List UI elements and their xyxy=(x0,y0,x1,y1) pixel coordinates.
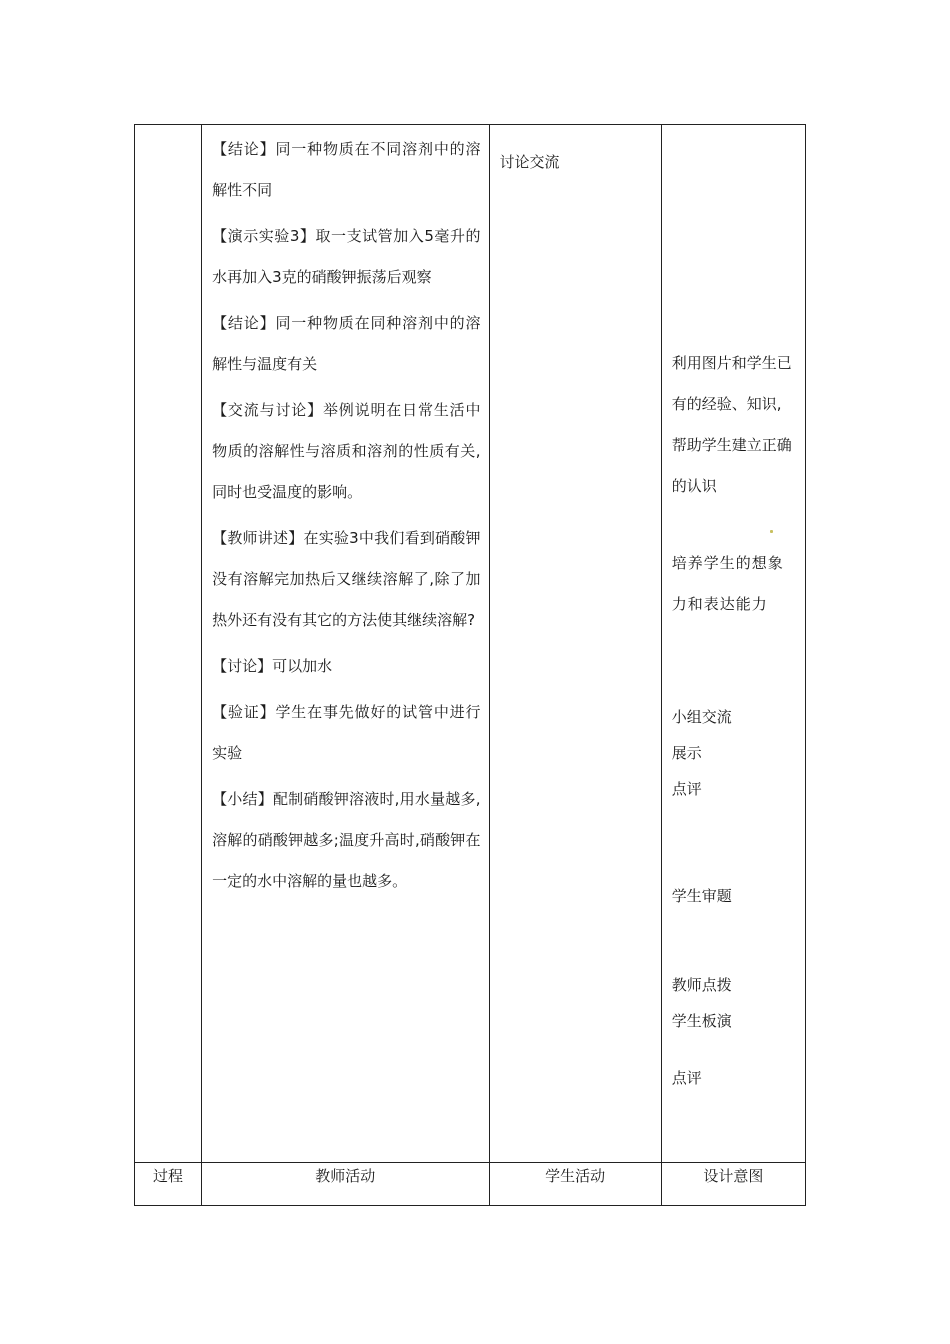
design-intent-cell xyxy=(661,125,805,1163)
design-note: 展示 xyxy=(671,744,702,762)
header-process: 过程 xyxy=(135,1163,202,1206)
design-note: 利用图片和学生已有的经验、知识, 帮助学生建立正确的认识 xyxy=(671,354,797,495)
student-activity-text: 讨论交流 xyxy=(499,153,560,171)
content-row xyxy=(135,125,806,1163)
design-note: 培养学生的想象力和表达能力 xyxy=(671,554,784,613)
design-note: 点评 xyxy=(671,1069,702,1087)
teacher-paragraph: 【演示实验3】取一支试管加入5毫升的水再加入3克的硝酸钾振荡后观察 xyxy=(212,227,481,286)
process-cell xyxy=(135,125,202,1163)
design-note: 学生板演 xyxy=(671,1012,732,1030)
header-student: 学生活动 xyxy=(489,1163,661,1206)
column-header-row xyxy=(135,1163,806,1206)
header-teacher: 教师活动 xyxy=(202,1163,489,1206)
teacher-paragraph: 【结论】同一种物质在同种溶剂中的溶解性与温度有关 xyxy=(212,314,481,373)
header-design: 设计意图 xyxy=(661,1163,805,1206)
design-note-group xyxy=(672,699,797,807)
design-note-group xyxy=(672,967,797,1039)
design-note: 点评 xyxy=(671,780,702,798)
design-note: 小组交流 xyxy=(671,708,732,726)
teacher-paragraph: 【验证】学生在事先做好的试管中进行实验 xyxy=(212,703,481,762)
stray-mark xyxy=(770,530,773,533)
lesson-plan-table xyxy=(134,124,806,1206)
design-note: 学生审题 xyxy=(671,887,732,905)
teacher-paragraph: 【小结】配制硝酸钾溶液时,用水量越多,溶解的硝酸钾越多;温度升高时,硝酸钾在一定的水中溶解的量也越多。 xyxy=(212,790,481,890)
design-note: 教师点拨 xyxy=(671,976,732,994)
student-activity-cell xyxy=(489,125,661,1163)
teacher-paragraph: 【结论】同一种物质在不同溶剂中的溶解性不同 xyxy=(212,140,481,199)
teacher-paragraph: 【教师讲述】在实验3中我们看到硝酸钾没有溶解完加热后又继续溶解了,除了加热外还有没有其它的方法使其继续溶解? xyxy=(212,529,481,629)
teacher-paragraph: 【交流与讨论】举例说明在日常生活中物质的溶解性与溶质和溶剂的性质有关,同时也受温度的影响。 xyxy=(212,401,481,501)
teacher-activity-cell xyxy=(202,125,489,1163)
teacher-paragraph: 【讨论】可以加水 xyxy=(212,657,333,675)
